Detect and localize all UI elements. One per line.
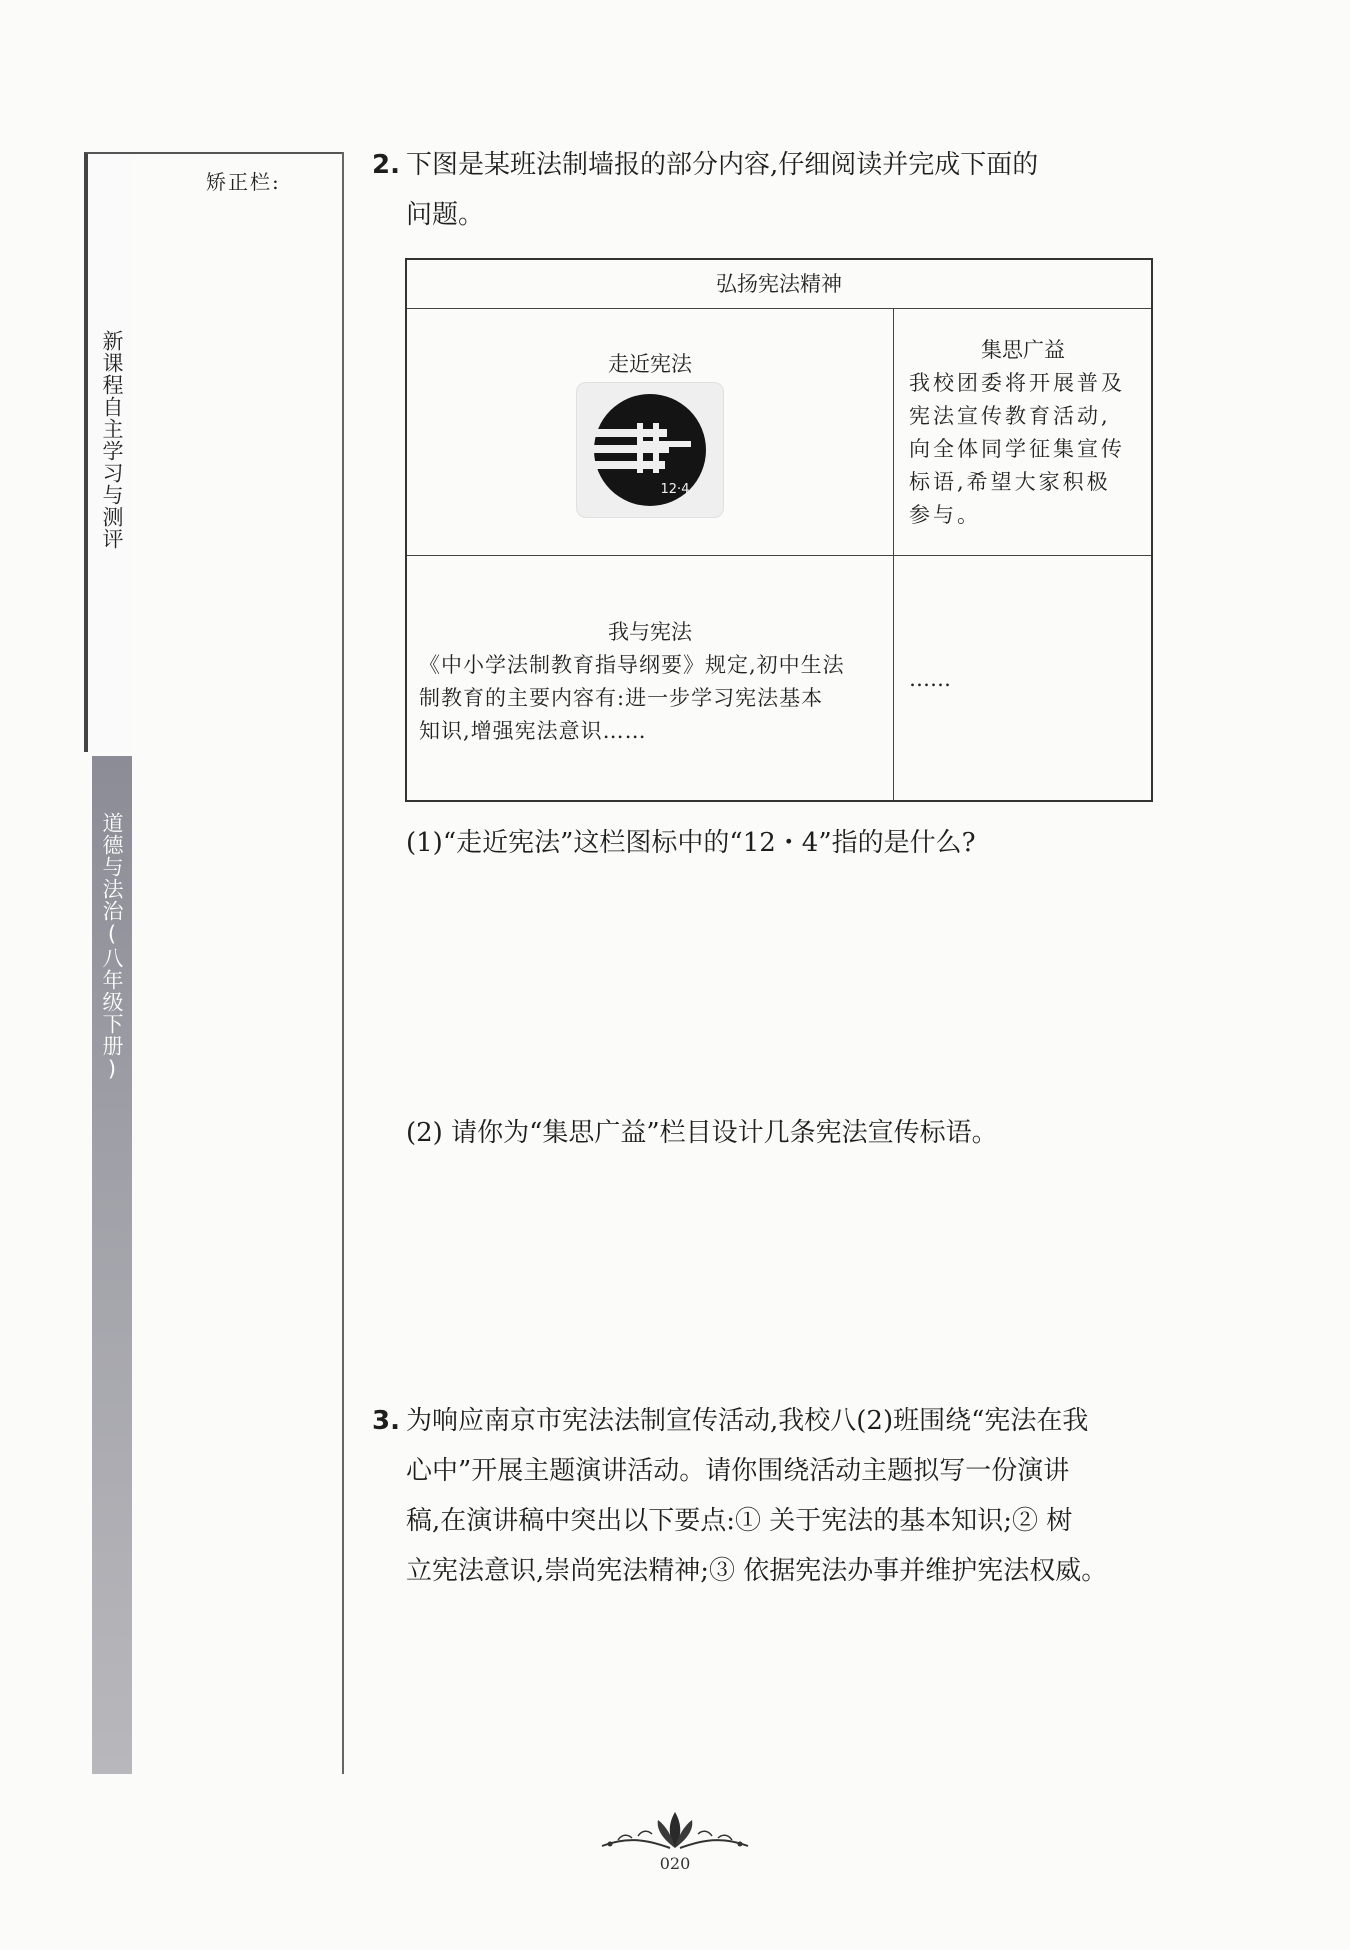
section-jisi-line: 标语,希望大家积极 <box>909 470 1111 494</box>
section-jisi-line: 向全体同学征集宣传 <box>909 437 1125 461</box>
question-2-number: 2. <box>372 150 400 180</box>
correction-column-divider <box>342 152 344 1774</box>
question-2-line-2: 问题。 <box>406 200 485 230</box>
question-3-number: 3. <box>372 1406 400 1436</box>
section-jisi-line: 我校团委将开展普及 <box>909 371 1125 395</box>
section-title-woyu: 我与宪法 <box>608 620 692 644</box>
correction-label: 矫正栏: <box>206 170 281 194</box>
section-jisi-line: 宪法宣传教育活动, <box>909 404 1111 428</box>
series-title: 新课程自主学习与测评 <box>100 330 124 550</box>
section-woyu-line: 《中小学法制教育指导纲要》规定,初中生法 <box>419 653 845 677</box>
correction-column-top-rule <box>130 152 344 154</box>
question-3-line: 为响应南京市宪法法制宣传活动,我校八(2)班围绕“宪法在我 <box>406 1406 1089 1436</box>
footer-ornament <box>598 1806 752 1860</box>
constitution-logo-icon <box>577 383 723 517</box>
section-woyu-line: 知识,增强宪法意识…… <box>419 719 647 743</box>
section-jisi-line: 参与。 <box>909 503 981 527</box>
question-2-sub-2: (2) 请你为“集思广益”栏目设计几条宪法宣传标语。 <box>406 1118 998 1148</box>
section-title-zoujin: 走近宪法 <box>608 352 692 376</box>
question-3-line: 稿,在演讲稿中突出以下要点:① 关于宪法的基本知识;② 树 <box>406 1506 1073 1536</box>
question-3-body <box>406 1396 1186 1596</box>
section-title-jisi: 集思广益 <box>981 338 1065 362</box>
question-3-line: 立宪法意识,崇尚宪法精神;③ 依据宪法办事并维护宪法权威。 <box>406 1556 1108 1586</box>
constitution-day-logo <box>576 382 724 518</box>
board-middle-rule <box>407 555 1151 556</box>
section-woyu-line: 制教育的主要内容有:进一步学习宪法基本 <box>419 686 824 710</box>
section-continued: …… <box>909 667 951 691</box>
section-woyu-body <box>419 649 845 748</box>
board-title: 弘扬宪法精神 <box>716 272 842 296</box>
question-3-line: 心中”开展主题演讲活动。请你围绕活动主题拟写一份演讲 <box>406 1456 1070 1486</box>
wall-board-table <box>405 258 1153 802</box>
subject-title: 道德与法治(八年级下册) <box>100 812 124 1082</box>
board-column-divider <box>893 308 894 800</box>
floral-ornament-icon <box>598 1806 752 1856</box>
question-2-line-1: 下图是某班法制墙报的部分内容,仔细阅读并完成下面的 <box>406 150 1039 180</box>
board-title-rule <box>407 308 1151 309</box>
page-number: 020 <box>659 1854 691 1873</box>
logo-date-label: 12·4 <box>660 482 690 497</box>
question-2-sub-1: (1)“走近宪法”这栏图标中的“12・4”指的是什么? <box>406 828 976 858</box>
section-jisi-body <box>909 367 1125 532</box>
